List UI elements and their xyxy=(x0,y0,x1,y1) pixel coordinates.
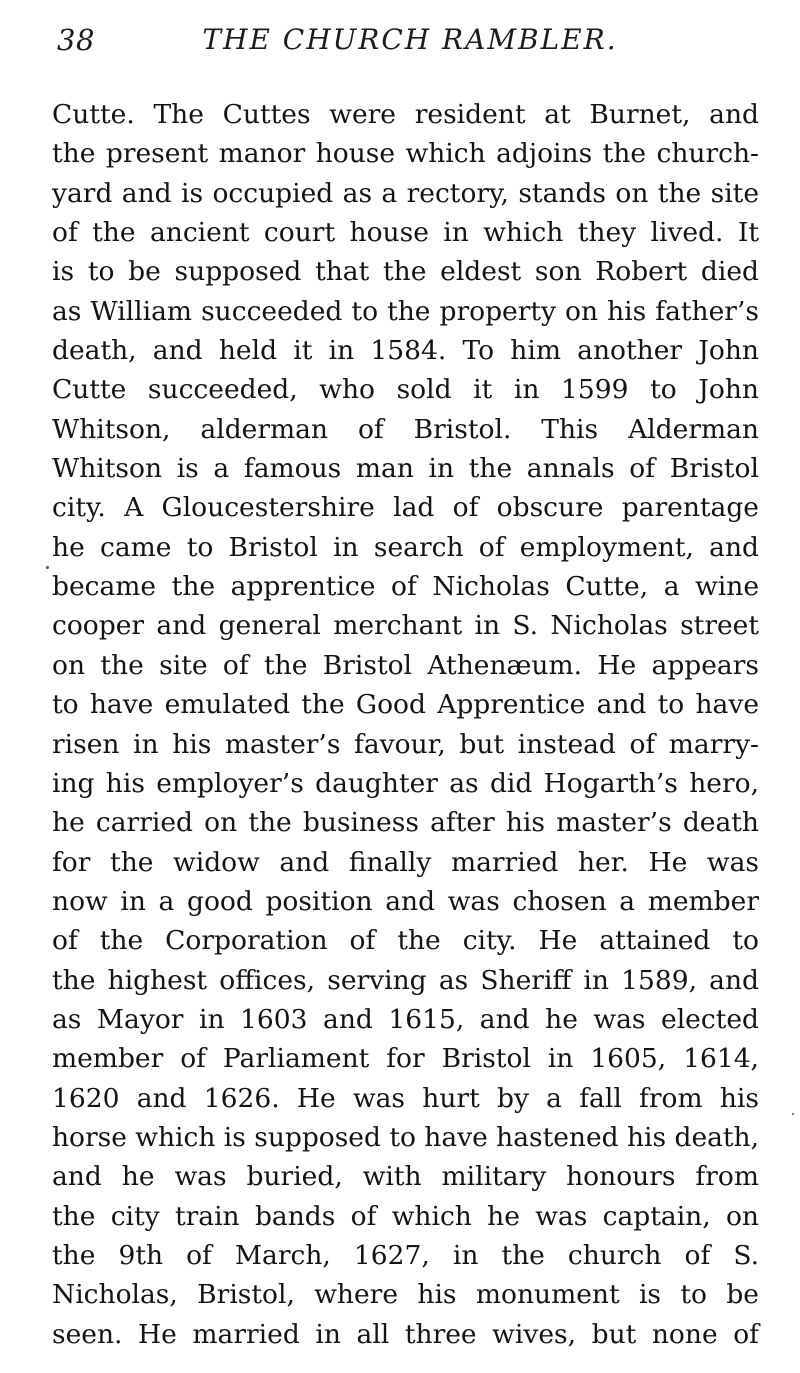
page-header xyxy=(0,20,800,64)
text-line: now in a good position and was chosen a member xyxy=(52,885,759,917)
text-line: death, and held it in 1584. To him another John xyxy=(52,335,759,367)
scan-speck xyxy=(46,566,49,569)
scan-speck xyxy=(792,1113,794,1115)
text-line: to have emulated the Good Apprentice and to have xyxy=(52,689,759,721)
text-line: the present manor house which adjoins the church- xyxy=(52,138,759,170)
text-line: risen in his master’s favour, but instead of marry- xyxy=(52,728,759,760)
text-line: Nicholas, Bristol, where his monument is to be xyxy=(52,1279,759,1311)
text-line: he carried on the business after his master’s death xyxy=(52,807,759,839)
text-line: Whitson is a famous man in the annals of Bristol xyxy=(52,453,759,485)
page-number: 38 xyxy=(57,23,95,57)
text-line: for the widow and finally married her. He was xyxy=(52,846,759,878)
text-line: of the ancient court house in which they lived. It xyxy=(52,217,759,249)
text-line: the city train bands of which he was captain, on xyxy=(52,1200,759,1232)
text-line: the highest offices, serving as Sheriff in 1589, and xyxy=(52,964,759,996)
text-line: and he was buried, with military honours from xyxy=(52,1161,759,1193)
text-line: yard and is occupied as a rectory, stands on the site xyxy=(52,177,759,209)
running-title: THE CHURCH RAMBLER. xyxy=(202,23,618,56)
text-line: horse which is supposed to have hastened his death, xyxy=(52,1121,759,1153)
text-line: as Mayor in 1603 and 1615, and he was elected xyxy=(52,1003,759,1035)
text-line: Cutte. The Cuttes were resident at Burnet, and xyxy=(52,99,759,130)
text-line: member of Parliament for Bristol in 1605, 1614, xyxy=(52,1043,759,1075)
text-line: he came to Bristol in search of employment, and xyxy=(52,531,759,563)
text-line: seen. He married in all three wives, but none of xyxy=(52,1318,759,1350)
text-line: became the apprentice of Nicholas Cutte, a wine xyxy=(52,571,759,603)
text-line: cooper and general merchant in S. Nicholas street xyxy=(52,610,759,642)
text-line: Whitson, alderman of Bristol. This Alderman xyxy=(52,413,759,445)
text-line: city. A Gloucestershire lad of obscure parentage xyxy=(52,492,759,524)
text-line: as William succeeded to the property on his father’s xyxy=(52,295,759,327)
text-line: of the Corporation of the city. He attained to xyxy=(52,925,759,957)
text-line: 1620 and 1626. He was hurt by a fall from his xyxy=(52,1082,759,1114)
text-line: the 9th of March, 1627, in the church of S. xyxy=(52,1239,759,1271)
text-line: on the site of the Bristol Athenæum. He appears xyxy=(52,649,759,681)
text-line: Cutte succeeded, who sold it in 1599 to John xyxy=(52,374,759,406)
text-line: ing his employer’s daughter as did Hogarth’s hero, xyxy=(52,767,759,799)
text-line: is to be supposed that the eldest son Robert died xyxy=(52,256,759,288)
body-text xyxy=(52,95,759,1354)
